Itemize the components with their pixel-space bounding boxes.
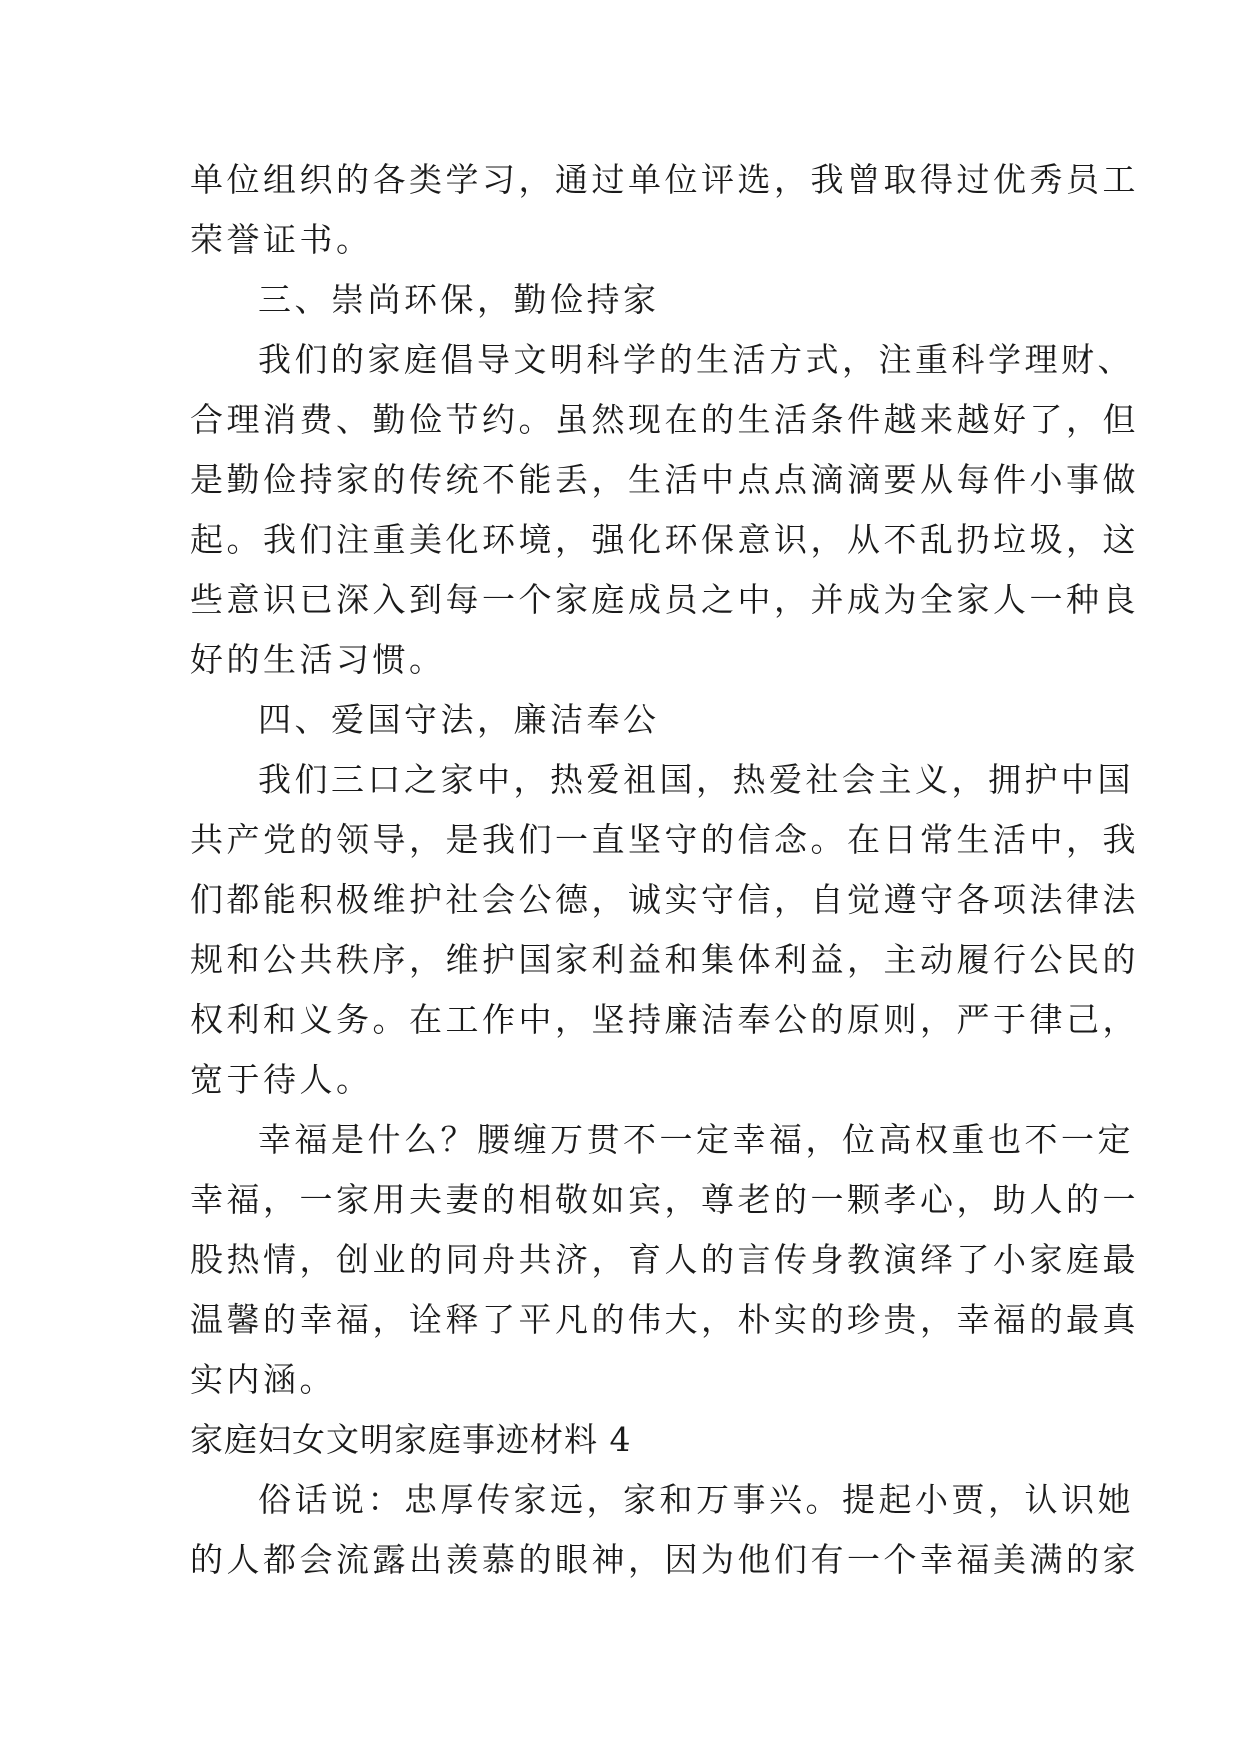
text-line: 合理消费、勤俭节约。虽然现在的生活条件越来越好了，但 (190, 400, 1139, 439)
text-line: 俗话说：忠厚传家远，家和万事兴。提起小贾，认识她 (258, 1480, 1134, 1519)
text-line: 幸福，一家用夫妻的相敬如宾，尊老的一颗孝心，助人的一 (190, 1180, 1139, 1219)
text-line: 些意识已深入到每一个家庭成员之中，并成为全家人一种良 (190, 580, 1139, 619)
text-line: 权利和义务。在工作中，坚持廉洁奉公的原则，严于律己， (190, 1000, 1139, 1039)
text-line: 单位组织的各类学习，通过单位评选，我曾取得过优秀员工 (190, 160, 1139, 199)
section-title: 家庭妇女文明家庭事迹材料 4 (190, 1420, 632, 1459)
text-line: 宽于待人。 (190, 1060, 373, 1099)
text-line: 实内涵。 (190, 1360, 336, 1399)
text-line: 规和公共秩序，维护国家利益和集体利益，主动履行公民的 (190, 940, 1139, 979)
text-line: 四、爱国守法，廉洁奉公 (258, 700, 660, 739)
text-line: 共产党的领导，是我们一直坚守的信念。在日常生活中，我 (190, 820, 1139, 859)
text-line: 好的生活习惯。 (190, 640, 446, 679)
text-line: 三、崇尚环保，勤俭持家 (258, 280, 660, 319)
text-line: 起。我们注重美化环境，强化环保意识，从不乱扔垃圾，这 (190, 520, 1139, 559)
text-line: 的人都会流露出羡慕的眼神，因为他们有一个幸福美满的家 (190, 1540, 1139, 1579)
text-line: 温馨的幸福，诠释了平凡的伟大，朴实的珍贵，幸福的最真 (190, 1300, 1139, 1339)
text-line: 们都能积极维护社会公德，诚实守信，自觉遵守各项法律法 (190, 880, 1139, 919)
text-line: 幸福是什么？腰缠万贯不一定幸福，位高权重也不一定 (258, 1120, 1134, 1159)
text-line: 是勤俭持家的传统不能丢，生活中点点滴滴要从每件小事做 (190, 460, 1139, 499)
text-line: 我们三口之家中，热爱祖国，热爱社会主义，拥护中国 (258, 760, 1134, 799)
document-body (190, 150, 1139, 1590)
text-line: 荣誉证书。 (190, 220, 373, 259)
text-line: 我们的家庭倡导文明科学的生活方式，注重科学理财、 (258, 340, 1134, 379)
text-line: 股热情，创业的同舟共济，育人的言传身教演绎了小家庭最 (190, 1240, 1139, 1279)
